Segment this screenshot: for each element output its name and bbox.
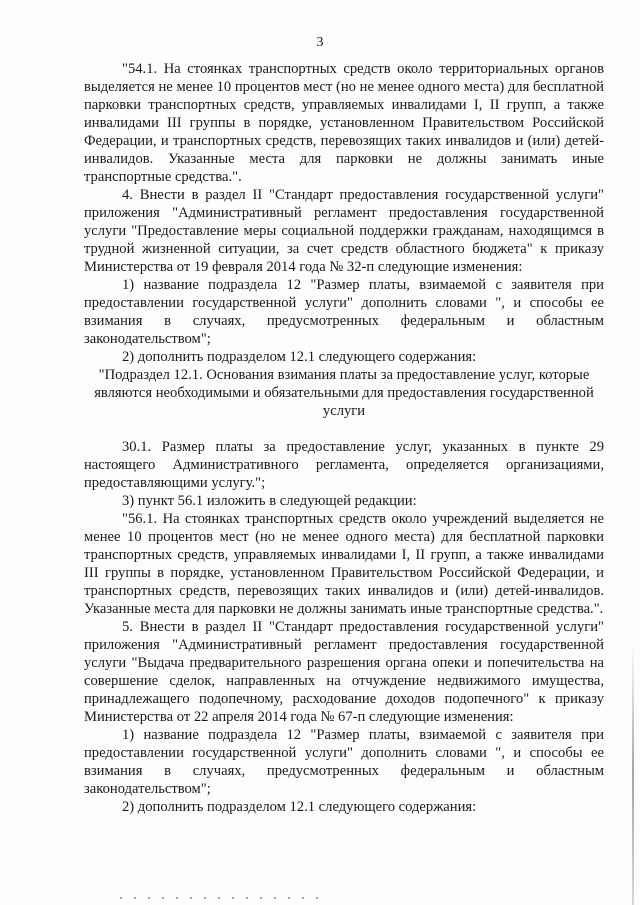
- blank-line: [84, 420, 604, 438]
- paragraph-54-1: "54.1. На стоянках транспортных средств около территориальных органов выделяется не менее 10 процентов мест (но не менее одного места) для бесплатной парковки транспортных средств, управляемых инвалидами I, II групп, а также инвалидами III группы в порядке, установленном Правительством Российской Федерации, и транспортных средств, перевозящих таких инвалидов и (или) детей-инвалидов. Указанные места для парковки не должны занимать иные транспортные средства.".: [84, 61, 604, 185]
- paragraph-item-4: 4. Внести в раздел II "Стандарт предоставления государственной услуги" приложения "Административный регламент предоставления государственной услуги "Предоставление меры социальной поддержки гражданам, находящимся в трудной жизненной ситуации, за счет средств областного бюджета" к приказу Министерства от 19 февраля 2014 года № 32-п следующие изменения:: [84, 187, 604, 275]
- scan-edge-mark: [632, 640, 634, 905]
- paragraph-5-2: 2) дополнить подразделом 12.1 следующего содержания:: [122, 799, 477, 815]
- paragraph-5-1: 1) название подраздела 12 "Размер платы, взимаемой с заявителя при предоставлении государственной услуги" дополнить словами ", и способы ее взимания в случаях, предусмотренных федеральным и областным законодательством";: [84, 727, 604, 797]
- paragraph-4-1: 1) название подраздела 12 "Размер платы, взимаемой с заявителя при предоставлении государственной услуги" дополнить словами ", и способы ее взимания в случаях, предусмотренных федеральным и областным законодательством";: [84, 277, 604, 347]
- paragraph-4-3: 3) пункт 56.1 изложить в следующей редакции:: [122, 493, 417, 509]
- document-body: [84, 60, 604, 816]
- paragraph-56-1: "56.1. На стоянках транспортных средств около учреждений выделяется не менее 10 процентов мест (но не менее одного места) для бесплатной парковки транспортных средств, управляемых инвалидами I, II групп, а также инвалидами III группы в порядке, установленном Правительством Российской Федерации, и транспортных средств, перевозящих таких инвалидов и (или) детей-инвалидов. Указанные места для парковки не должны занимать иные транспортные средства.".: [84, 511, 604, 617]
- paragraph-30-1: 30.1. Размер платы за предоставление услуг, указанных в пункте 29 настоящего Административного регламента, определяется организациями, предоставляющими услугу.";: [84, 439, 604, 491]
- paragraph-4-2: 2) дополнить подразделом 12.1 следующего содержания:: [122, 349, 477, 365]
- scan-specks: [120, 897, 320, 899]
- page-number: 3: [316, 35, 324, 50]
- subsection-heading-12-1: "Подраздел 12.1. Основания взимания платы за предоставление услуг, которые являются необходимыми и обязательными для предоставления государственной услуги: [94, 367, 594, 419]
- paragraph-item-5: 5. Внести в раздел II "Стандарт предоставления государственной услуги" приложения "Административный регламент предоставления государственной услуги "Выдача предварительного разрешения органа опеки и попечительства на совершение сделок, направленных на отчуждение недвижимого имущества, принадлежащего подопечному, расходование доходов подопечного" к приказу Министерства от 22 апреля 2014 года № 67-п следующие изменения:: [84, 619, 604, 725]
